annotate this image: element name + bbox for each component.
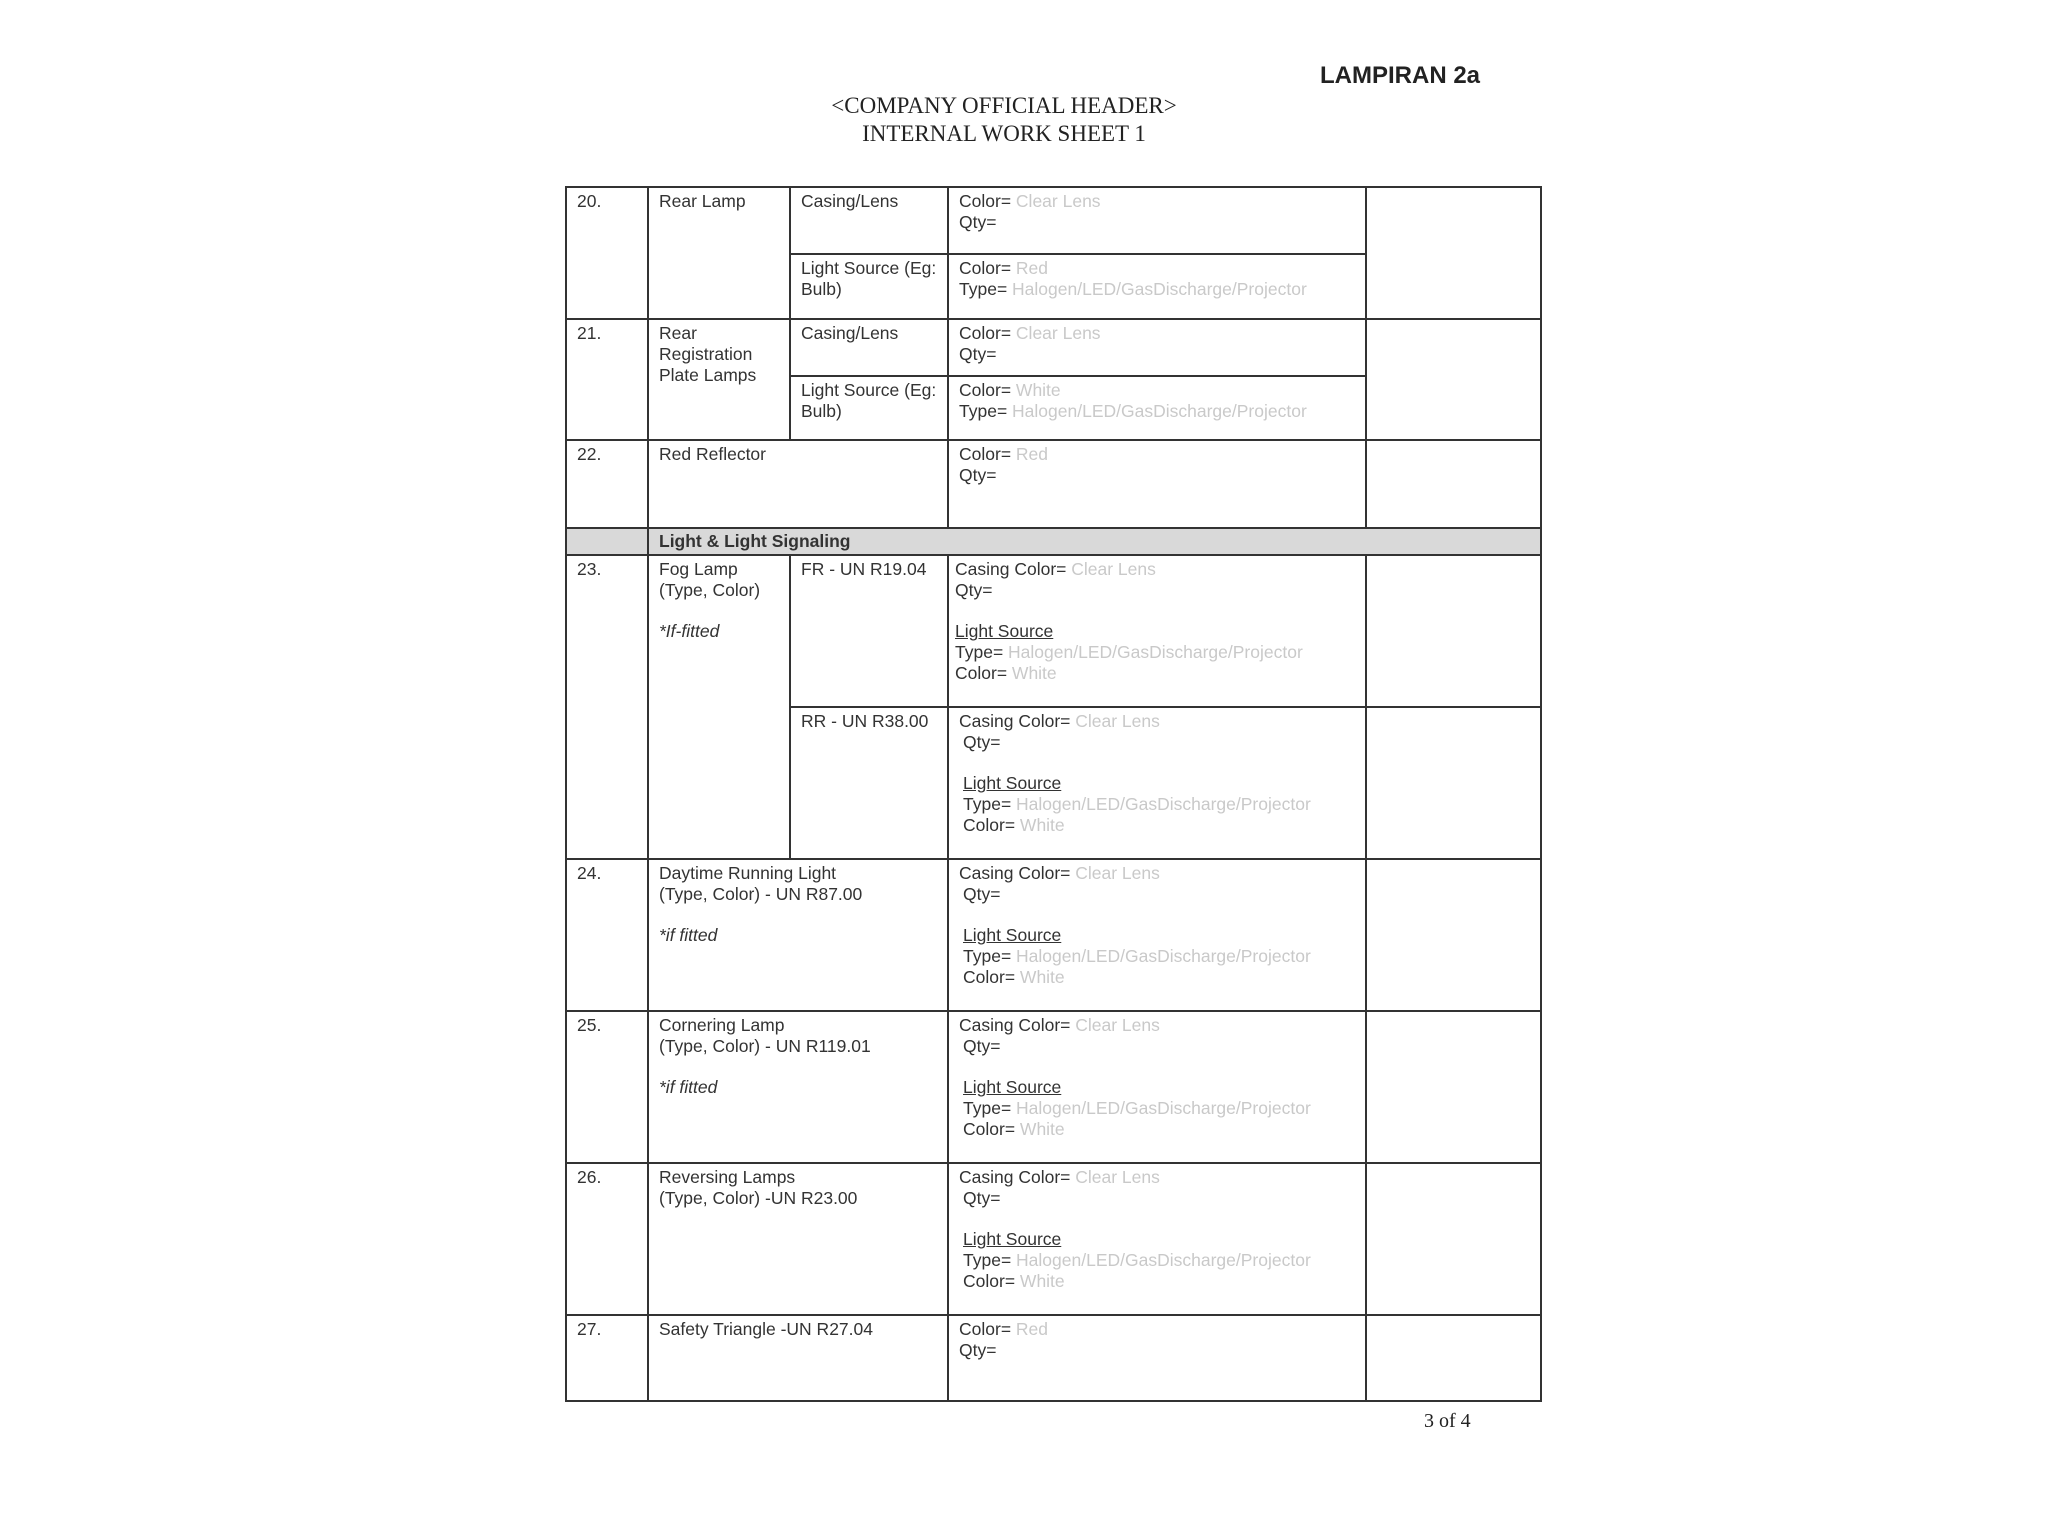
item-subtitle: (Type, Color) -UN R23.00 (659, 1188, 858, 1208)
field-key: Casing Color= (959, 1167, 1071, 1187)
field-hint: White (1019, 1119, 1065, 1139)
row-number: 26. (566, 1163, 648, 1315)
field-hint: Halogen/LED/GasDischarge/Projector (1012, 279, 1307, 299)
item-name: Red Reflector (648, 440, 948, 528)
field-key: Color= (959, 258, 1012, 278)
field-hint: Clear Lens (1075, 1167, 1160, 1187)
field-key: Color= (959, 191, 1012, 211)
value-cell (948, 1163, 1366, 1315)
remarks-cell[interactable] (1366, 440, 1541, 528)
row-number: 21. (566, 319, 648, 440)
remarks-cell[interactable] (1366, 1011, 1541, 1163)
remarks-cell[interactable] (1366, 707, 1541, 859)
value-cell (948, 859, 1366, 1011)
item-note: *If-fitted (659, 621, 720, 641)
field-hint: Clear Lens (1075, 863, 1160, 883)
sub-item: Light Source (Eg: Bulb) (790, 376, 948, 440)
field-key: Color= (959, 380, 1012, 400)
item-name: Safety Triangle -UN R27.04 (648, 1315, 948, 1401)
field-key: Casing Color= (959, 1015, 1071, 1035)
item-title: Fog Lamp (659, 559, 738, 579)
remarks-cell[interactable] (1366, 1315, 1541, 1401)
item-note: *if fitted (659, 925, 718, 945)
table-row (566, 859, 1541, 1011)
item-name: Rear Lamp (648, 187, 790, 319)
row-number: 25. (566, 1011, 648, 1163)
sub-item: RR - UN R38.00 (790, 707, 948, 859)
field-key: Qty= (963, 1036, 1001, 1056)
field-key: Casing Color= (955, 559, 1067, 579)
item-subtitle: (Type, Color) (659, 580, 761, 600)
row-number: 22. (566, 440, 648, 528)
section-title: Light & Light Signaling (648, 528, 1541, 555)
sub-item: Casing/Lens (790, 187, 948, 254)
value-cell (948, 254, 1366, 319)
item-title: Cornering Lamp (659, 1015, 785, 1035)
item-title: Daytime Running Light (659, 863, 837, 883)
light-source-heading: Light Source (955, 621, 1054, 641)
light-source-heading: Light Source (963, 1229, 1062, 1249)
field-hint: Halogen/LED/GasDischarge/Projector (1016, 1098, 1311, 1118)
remarks-cell[interactable] (1366, 859, 1541, 1011)
field-key: Type= (963, 1250, 1012, 1270)
light-source-heading: Light Source (963, 773, 1062, 793)
field-key: Color= (959, 444, 1012, 464)
field-key: Type= (955, 642, 1004, 662)
remarks-cell[interactable] (1366, 319, 1541, 440)
field-hint: Red (1015, 1319, 1049, 1339)
value-cell (948, 707, 1366, 859)
value-cell (948, 555, 1366, 707)
item-subtitle: (Type, Color) - UN R87.00 (659, 884, 863, 904)
field-hint: Halogen/LED/GasDischarge/Projector (1016, 1250, 1311, 1270)
value-cell (948, 440, 1366, 528)
item-name: Rear Registration Plate Lamps (648, 319, 790, 440)
header-line-1: <COMPANY OFFICIAL HEADER> (831, 93, 1177, 118)
field-key: Qty= (959, 344, 997, 364)
sub-item: Casing/Lens (790, 319, 948, 376)
table-row (566, 555, 1541, 707)
field-key: Color= (959, 1319, 1012, 1339)
field-hint: White (1019, 967, 1065, 987)
field-hint: Halogen/LED/GasDischarge/Projector (1016, 946, 1311, 966)
remarks-cell[interactable] (1366, 555, 1541, 707)
field-hint: Halogen/LED/GasDischarge/Projector (1016, 794, 1311, 814)
field-key: Color= (963, 815, 1016, 835)
value-cell (948, 1011, 1366, 1163)
item-name (648, 555, 790, 859)
field-key: Type= (959, 401, 1008, 421)
field-key: Qty= (955, 580, 993, 600)
field-key: Casing Color= (959, 863, 1071, 883)
corner-label: LAMPIRAN 2a (1320, 62, 1481, 89)
header-line-2: INTERNAL WORK SHEET 1 (862, 121, 1146, 146)
page-number: 3 of 4 (1424, 1410, 1471, 1432)
remarks-cell[interactable] (1366, 187, 1541, 319)
field-hint: Halogen/LED/GasDischarge/Projector (1008, 642, 1303, 662)
field-hint: Red (1015, 444, 1049, 464)
field-hint: White (1019, 815, 1065, 835)
item-note: *if fitted (659, 1077, 718, 1097)
value-cell (948, 376, 1366, 440)
field-hint: Clear Lens (1075, 1015, 1160, 1035)
sub-item: Light Source (Eg: Bulb) (790, 254, 948, 319)
table-row (566, 1315, 1541, 1401)
field-key: Color= (963, 967, 1016, 987)
work-sheet-table (565, 186, 1542, 1402)
row-number: 20. (566, 187, 648, 319)
field-key: Qty= (963, 884, 1001, 904)
remarks-cell[interactable] (1366, 1163, 1541, 1315)
value-cell (948, 187, 1366, 254)
field-key: Color= (959, 323, 1012, 343)
table-row (566, 440, 1541, 528)
field-key: Type= (963, 1098, 1012, 1118)
field-key: Color= (963, 1271, 1016, 1291)
light-source-heading: Light Source (963, 1077, 1062, 1097)
field-hint: Halogen/LED/GasDischarge/Projector (1012, 401, 1307, 421)
field-hint: White (1019, 1271, 1065, 1291)
item-title: Reversing Lamps (659, 1167, 796, 1187)
field-key: Qty= (959, 1340, 997, 1360)
row-number: 27. (566, 1315, 648, 1401)
table-row (566, 1011, 1541, 1163)
field-key: Type= (963, 946, 1012, 966)
document-header (0, 92, 2048, 148)
item-subtitle: (Type, Color) - UN R119.01 (659, 1036, 871, 1056)
sub-item: FR - UN R19.04 (790, 555, 948, 707)
value-cell (948, 319, 1366, 376)
field-hint: White (1011, 663, 1057, 683)
field-key: Qty= (963, 732, 1001, 752)
field-key: Qty= (963, 1188, 1001, 1208)
section-blank-cell (566, 528, 648, 555)
field-hint: Clear Lens (1015, 191, 1101, 211)
item-name (648, 1163, 948, 1315)
field-hint: Clear Lens (1075, 711, 1160, 731)
table-row (566, 1163, 1541, 1315)
section-header-row (566, 528, 1541, 555)
light-source-heading: Light Source (963, 925, 1062, 945)
field-hint: Red (1015, 258, 1049, 278)
field-key: Type= (963, 794, 1012, 814)
field-key: Qty= (959, 212, 997, 232)
item-name (648, 1011, 948, 1163)
field-hint: White (1015, 380, 1061, 400)
field-key: Color= (955, 663, 1008, 683)
row-number: 24. (566, 859, 648, 1011)
table-row (566, 187, 1541, 254)
field-key: Type= (959, 279, 1008, 299)
table-row (566, 319, 1541, 376)
value-cell (948, 1315, 1366, 1401)
field-hint: Clear Lens (1071, 559, 1156, 579)
row-number: 23. (566, 555, 648, 859)
field-key: Casing Color= (959, 711, 1071, 731)
field-key: Qty= (959, 465, 997, 485)
field-key: Color= (963, 1119, 1016, 1139)
item-name (648, 859, 948, 1011)
field-hint: Clear Lens (1015, 323, 1101, 343)
